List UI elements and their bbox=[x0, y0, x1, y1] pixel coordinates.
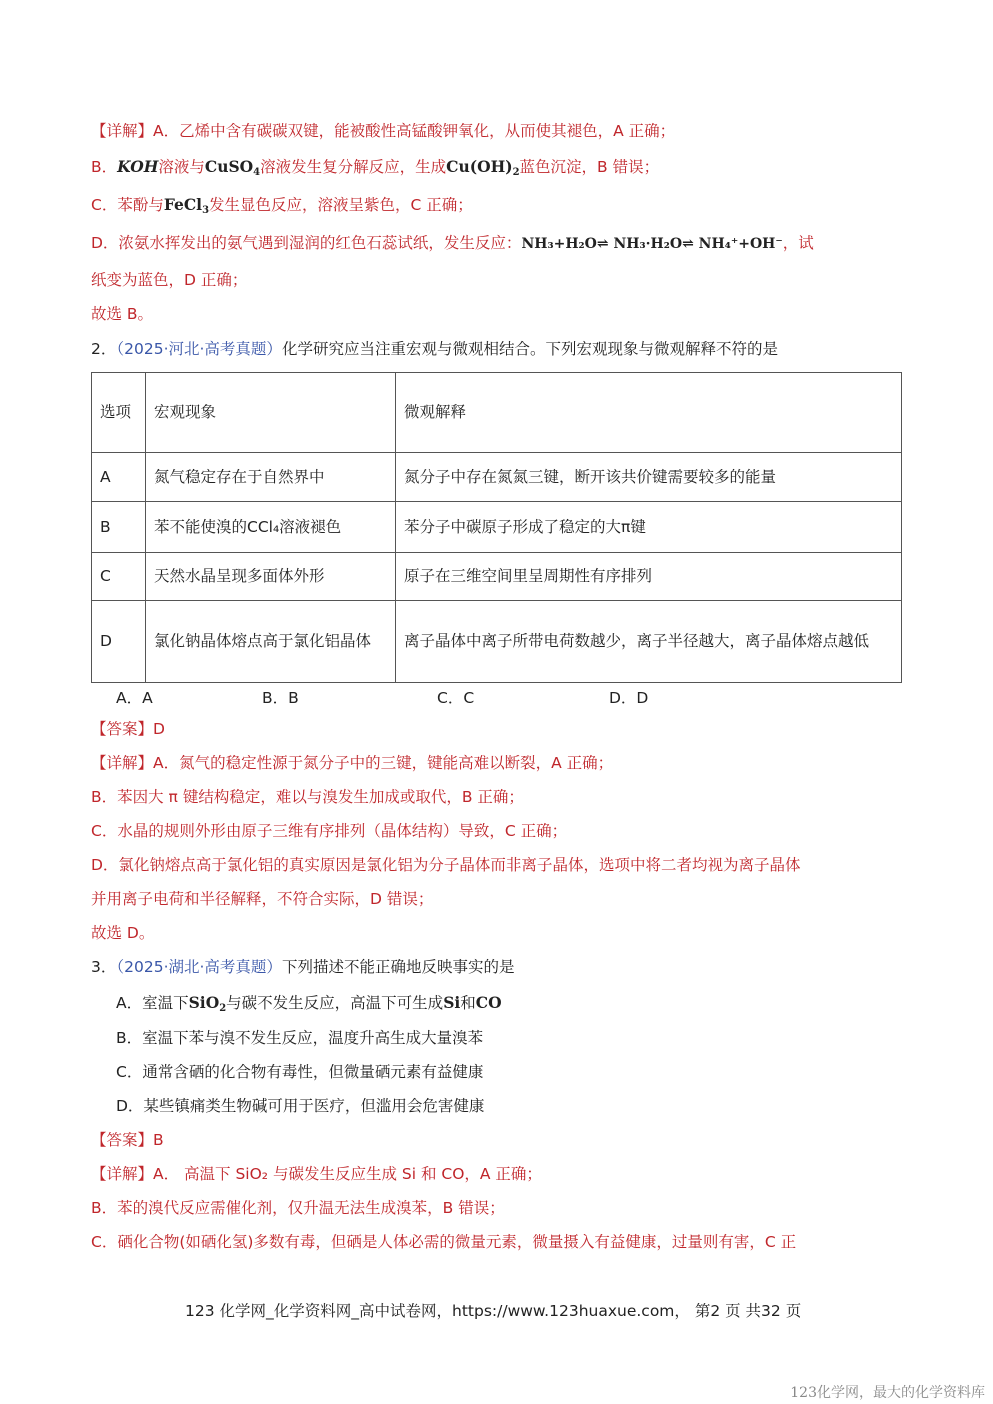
row-macro: 苯不能使溴的CCl₄溶液褪色 bbox=[146, 502, 396, 553]
q1-explain-c: C．苯酚与FeCl$_3$发生显色反应，溶液呈紫色，C 正确； bbox=[91, 195, 473, 216]
q3-explain-c: C．硒化合物(如硒化氢)多数有毒，但硒是人体必需的微量元素，微量摄入有益健康，过量则有害，C 正 bbox=[91, 1233, 797, 1251]
row-macro: 氮气稳定存在于自然界中 bbox=[146, 453, 396, 502]
q3-explain-a: 【详解】A． 高温下 SiO₂ 与碳发生反应生成 Si 和 CO，A 正确； bbox=[91, 1165, 542, 1183]
q1-explain-d-cont: 纸变为蓝色，D 正确； bbox=[91, 271, 248, 289]
q2-explain-a: 【详解】A．氮气的稳定性源于氮分子中的三键，键能高难以断裂，A 正确； bbox=[91, 754, 614, 772]
header-macro: 宏观现象 bbox=[146, 373, 396, 453]
table-row bbox=[92, 453, 902, 502]
q2-explain-b: B．苯因大 π 键结构稳定，难以与溴发生加成或取代，B 正确； bbox=[91, 788, 524, 806]
row-macro: 天然水晶呈现多面体外形 bbox=[146, 553, 396, 601]
q3-answer: 【答案】B bbox=[91, 1131, 164, 1149]
q2-stem: 2．（2025·河北·高考真题）化学研究应当注重宏观与微观相结合。下列宏观现象与微观解释不符的是 bbox=[91, 340, 778, 358]
q2-answer: 【答案】D bbox=[91, 720, 165, 738]
q2-option-a: A．A bbox=[116, 689, 153, 707]
row-micro: 原子在三维空间里呈周期性有序排列 bbox=[396, 553, 902, 601]
row-micro: 苯分子中碳原子形成了稳定的大π键 bbox=[396, 502, 902, 553]
q1-explain-b: B．KOH溶液与CuSO$_4$溶液发生复分解反应，生成$Cu(OH)_2$蓝色沉淀，B 错误； bbox=[91, 157, 660, 178]
row-option: B bbox=[92, 502, 146, 553]
q3-option-c: C．通常含硒的化合物有毒性，但微量硒元素有益健康 bbox=[116, 1063, 484, 1081]
q2-explain-d-cont: 并用离子电荷和半径解释，不符合实际，D 错误； bbox=[91, 890, 434, 908]
q3-source: （2025·湖北·高考真题） bbox=[116, 958, 282, 976]
row-micro: 氮分子中存在氮氮三键，断开该共价键需要较多的能量 bbox=[396, 453, 902, 502]
q1-explain-a: 【详解】A．乙烯中含有碳碳双键，能被酸性高锰酸钾氧化，从而使其褪色，A 正确； bbox=[91, 122, 676, 140]
q2-explain-d: D．氯化钠熔点高于氯化铝的真实原因是氯化铝为分子晶体而非离子晶体，选项中将二者均视为离子晶体 bbox=[91, 856, 801, 874]
q3-stem: 3．（2025·湖北·高考真题）下列描述不能正确地反映事实的是 bbox=[91, 958, 515, 976]
table-row bbox=[92, 601, 902, 683]
table-row bbox=[92, 502, 902, 553]
q2-table bbox=[91, 372, 902, 683]
q2-choose: 故选 D。 bbox=[91, 924, 155, 942]
row-micro: 离子晶体中离子所带电荷数越少，离子半径越大，离子晶体熔点越低 bbox=[396, 601, 902, 683]
row-option: A bbox=[92, 453, 146, 502]
row-option: C bbox=[92, 553, 146, 601]
row-macro: 氯化钠晶体熔点高于氯化铝晶体 bbox=[146, 601, 396, 683]
q2-source: （2025·河北·高考真题） bbox=[116, 340, 282, 358]
q1-explain-d: D．浓氨水挥发出的氨气遇到湿润的红色石蕊试纸，发生反应：NH₃+H₂O⇌ NH₃·H₂O⇌ NH₄⁺+OH⁻，试 bbox=[91, 234, 814, 252]
q3-option-d: D．某些镇痛类生物碱可用于医疗，但滥用会危害健康 bbox=[116, 1097, 485, 1115]
q3-option-b: B．室温下苯与溴不发生反应，温度升高生成大量溴苯 bbox=[116, 1029, 484, 1047]
q3-explain-b: B．苯的溴代反应需催化剂，仅升温无法生成溴苯，B 错误； bbox=[91, 1199, 505, 1217]
table-header-row bbox=[92, 373, 902, 453]
header-option: 选项 bbox=[92, 373, 146, 453]
q2-option-d: D．D bbox=[609, 689, 649, 707]
table-row bbox=[92, 553, 902, 601]
q2-option-c: C．C bbox=[437, 689, 475, 707]
q3-option-a: A．室温下SiO$_2$与碳不发生反应，高温下可生成Si和CO bbox=[116, 993, 502, 1014]
watermark: 123化学网，最大的化学资料库 bbox=[790, 1385, 985, 1401]
q1-choose: 故选 B。 bbox=[91, 305, 154, 323]
q2-option-b: B．B bbox=[262, 689, 299, 707]
header-micro: 微观解释 bbox=[396, 373, 902, 453]
page-footer: 123 化学网_化学资料网_高中试卷网，https://www.123huaxue.com， 第2 页 共32 页 bbox=[185, 1302, 802, 1320]
q2-explain-c: C．水晶的规则外形由原子三维有序排列（晶体结构）导致，C 正确； bbox=[91, 822, 568, 840]
row-option: D bbox=[92, 601, 146, 683]
